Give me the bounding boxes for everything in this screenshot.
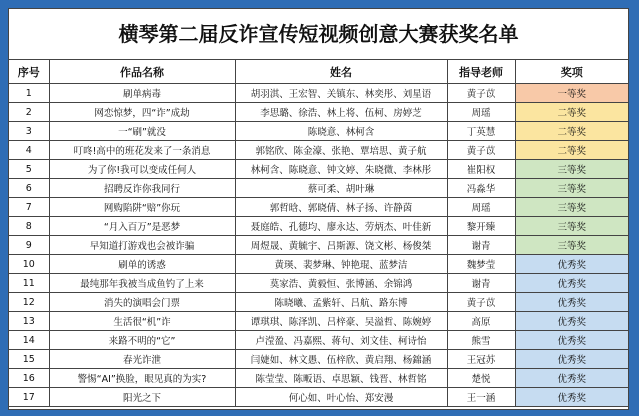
header-names: 姓名: [235, 60, 447, 84]
row-number-cell: 1: [9, 84, 49, 103]
award-cell: 优秀奖: [515, 312, 628, 331]
award-cell: 优秀奖: [515, 293, 628, 312]
award-cell: 三等奖: [515, 179, 628, 198]
row-number-cell: 16: [9, 369, 49, 388]
work-title-cell: 最纯那年我被当成鱼钓了上来: [49, 274, 235, 293]
row-number-cell: 3: [9, 122, 49, 141]
row-number-cell: 6: [9, 179, 49, 198]
table-row: [9, 103, 628, 122]
table-row: [9, 369, 628, 388]
teacher-cell: 冯淼华: [447, 179, 515, 198]
teacher-cell: 周瑶: [447, 198, 515, 217]
row-number-cell: 17: [9, 388, 49, 407]
award-cell: 二等奖: [515, 103, 628, 122]
work-title-cell: 阳光之下: [49, 388, 235, 407]
table-row: [9, 236, 628, 255]
table-header-row: [9, 60, 628, 84]
award-cell: 优秀奖: [515, 331, 628, 350]
student-names-cell: 黄瑛、裴梦琳、钟艳琨、蓝梦洁: [235, 255, 447, 274]
work-title-cell: 警惕“AI”换脸，眼见真的为实?: [49, 369, 235, 388]
work-title-cell: “月入百万”是恶梦: [49, 217, 235, 236]
student-names-cell: 蔡可柔、胡叶琳: [235, 179, 447, 198]
row-number-cell: 14: [9, 331, 49, 350]
teacher-cell: 丁英慧: [447, 122, 515, 141]
table-row: [9, 160, 628, 179]
award-cell: 一等奖: [515, 84, 628, 103]
work-title-cell: 来路不明的“它”: [49, 331, 235, 350]
award-cell: 二等奖: [515, 122, 628, 141]
student-names-cell: 胡羽淇、王宏智、关镇东、林奕彤、刘星语: [235, 84, 447, 103]
student-names-cell: 陈莹莹、陈畈语、卓思颖、钱晋、林哲铭: [235, 369, 447, 388]
teacher-cell: 楚悦: [447, 369, 515, 388]
student-names-cell: 林柯含、陈晓意、钟文婷、朱晓微、李林彤: [235, 160, 447, 179]
teacher-cell: 周瑶: [447, 103, 515, 122]
row-number-cell: 9: [9, 236, 49, 255]
row-number-cell: 10: [9, 255, 49, 274]
table-row: [9, 217, 628, 236]
header-work: 作品名称: [49, 60, 235, 84]
award-cell: 优秀奖: [515, 350, 628, 369]
award-cell: 优秀奖: [515, 369, 628, 388]
header-no: 序号: [9, 60, 49, 84]
work-title-cell: 生活很“机”诈: [49, 312, 235, 331]
table-row: [9, 84, 628, 103]
student-names-cell: 周煜晟、黄毓宇、吕斯源、饶文彬、杨俊桀: [235, 236, 447, 255]
row-number-cell: 2: [9, 103, 49, 122]
work-title-cell: 春光诈泄: [49, 350, 235, 369]
table-row: [9, 274, 628, 293]
teacher-cell: 高原: [447, 312, 515, 331]
student-names-cell: 陈晓曦、孟紫轩、吕航、路东博: [235, 293, 447, 312]
teacher-cell: 黎开臻: [447, 217, 515, 236]
row-number-cell: 8: [9, 217, 49, 236]
teacher-cell: 熊雪: [447, 331, 515, 350]
row-number-cell: 15: [9, 350, 49, 369]
award-cell: 三等奖: [515, 198, 628, 217]
student-names-cell: 何心如、叶心怡、郑安漫: [235, 388, 447, 407]
row-number-cell: 12: [9, 293, 49, 312]
student-names-cell: 卢滢盈、冯嘉熙、蒋句、刘文佳、柯诗怡: [235, 331, 447, 350]
student-names-cell: 李思璐、徐浩、林上将、伍柯、房婷芝: [235, 103, 447, 122]
row-number-cell: 11: [9, 274, 49, 293]
award-cell: 优秀奖: [515, 388, 628, 407]
teacher-cell: 黄子苡: [447, 293, 515, 312]
row-number-cell: 7: [9, 198, 49, 217]
award-table: [9, 60, 628, 407]
work-title-cell: 网购陷阱“赔”你玩: [49, 198, 235, 217]
student-names-cell: 聂庭皓、孔德均、廖永达、劳炳杰、叶佳新: [235, 217, 447, 236]
table-row: [9, 312, 628, 331]
work-title-cell: 刷单病毒: [49, 84, 235, 103]
student-names-cell: 陈晓意、林柯含: [235, 122, 447, 141]
work-title-cell: 消失的演唱会门票: [49, 293, 235, 312]
teacher-cell: 王一涵: [447, 388, 515, 407]
teacher-cell: 黄子苡: [447, 84, 515, 103]
student-names-cell: 莫家浩、黄毅恒、张博涵、余锦鸿: [235, 274, 447, 293]
teacher-cell: 谢青: [447, 236, 515, 255]
work-title-cell: 为了你!我可以变成任何人: [49, 160, 235, 179]
work-title-cell: 网恋惊梦，四“诈”成劫: [49, 103, 235, 122]
student-names-cell: 闫婕如、林文愚、伍梓欣、黄启翔、杨錦涵: [235, 350, 447, 369]
row-number-cell: 4: [9, 141, 49, 160]
award-cell: 三等奖: [515, 236, 628, 255]
award-cell: 三等奖: [515, 217, 628, 236]
teacher-cell: 谢青: [447, 274, 515, 293]
header-teacher: 指导老师: [447, 60, 515, 84]
teacher-cell: 黄子苡: [447, 141, 515, 160]
work-title-cell: 叮咚!高中的班花发来了一条消息: [49, 141, 235, 160]
teacher-cell: 魏梦莹: [447, 255, 515, 274]
award-cell: 三等奖: [515, 160, 628, 179]
teacher-cell: 崔阳权: [447, 160, 515, 179]
table-row: [9, 388, 628, 407]
work-title-cell: 一“刷”就没: [49, 122, 235, 141]
award-cell: 优秀奖: [515, 274, 628, 293]
table-row: [9, 255, 628, 274]
work-title-cell: 刷单的诱惑: [49, 255, 235, 274]
work-title-cell: 招聘反诈你我同行: [49, 179, 235, 198]
table-row: [9, 198, 628, 217]
table-row: [9, 122, 628, 141]
table-row: [9, 141, 628, 160]
table-row: [9, 350, 628, 369]
work-title-cell: 早知道打游戏也会被诈骗: [49, 236, 235, 255]
award-list-sheet: [8, 8, 629, 410]
student-names-cell: 郭哲晗、郭晓倩、林子扬、许静茵: [235, 198, 447, 217]
page-title: 横琴第二届反诈宣传短视频创意大赛获奖名单: [9, 9, 628, 60]
table-row: [9, 331, 628, 350]
student-names-cell: 谭琪琪、陈泽凯、吕梓豪、吴溢哲、陈婉婷: [235, 312, 447, 331]
student-names-cell: 郭铭欣、陈金濠、张艳、覃培思、黄子航: [235, 141, 447, 160]
row-number-cell: 5: [9, 160, 49, 179]
table-row: [9, 293, 628, 312]
award-cell: 二等奖: [515, 141, 628, 160]
row-number-cell: 13: [9, 312, 49, 331]
teacher-cell: 王冠苏: [447, 350, 515, 369]
award-cell: 优秀奖: [515, 255, 628, 274]
table-row: [9, 179, 628, 198]
header-award: 奖项: [515, 60, 628, 84]
